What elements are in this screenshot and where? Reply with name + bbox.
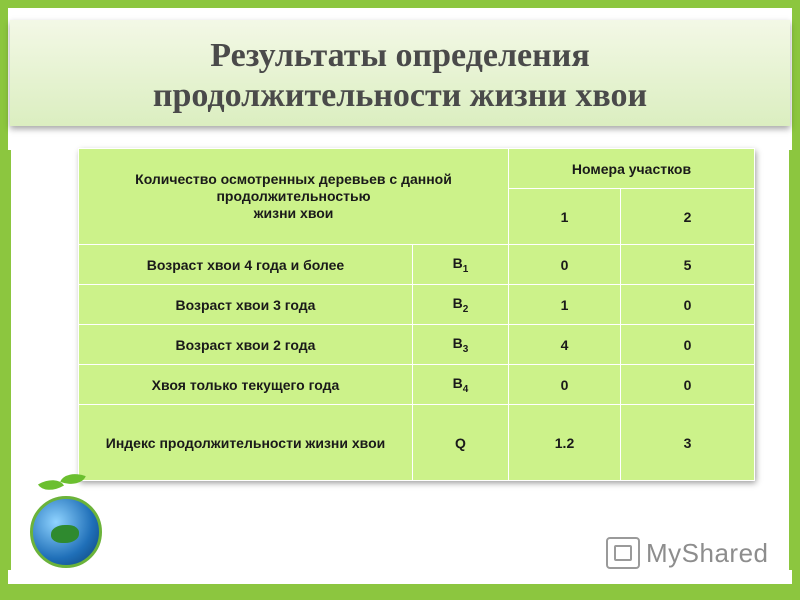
row-code: $В_3$ [413,325,509,365]
row-value-plot-2: 0 [621,365,755,405]
plot-number-2: 2 [621,189,755,245]
plot-number-1: 1 [509,189,621,245]
row-label: Возраст хвои 4 года и более [79,245,413,285]
row-value-plot-1: 0 [509,245,621,285]
count-header-line-1: Количество осмотренных деревьев с данной [135,171,452,187]
myshared-logo[interactable] [606,536,769,570]
row-value-plot-2: 3 [621,405,755,481]
row-label: Возраст хвои 2 года [79,325,413,365]
row-label: Индекс продолжительности жизни хвои [79,405,413,481]
table-row-index [79,405,755,481]
table-row [79,285,755,325]
row-value-plot-2: 0 [621,285,755,325]
table-row [79,365,755,405]
logo-text: MyShared [646,537,769,568]
slide-title [10,20,790,116]
row-label: Возраст хвои 3 года [79,285,413,325]
frame-left-bar [8,150,11,570]
row-label: Хвоя только текущего года [79,365,413,405]
table-row [79,325,755,365]
row-value-plot-2: 0 [621,325,755,365]
row-value-plot-1: 0 [509,365,621,405]
count-header-cell [79,149,509,245]
row-code: $В_4$ [413,365,509,405]
count-header-line-2: продолжительностью [216,188,371,204]
results-table-container [78,148,754,480]
row-code: $В_2$ [413,285,509,325]
title-banner [10,20,790,126]
count-header-line-3: жизни хвои [253,205,334,221]
title-line-1: Результаты определения [210,37,590,74]
globe-land [51,525,79,543]
row-code: Q [413,405,509,481]
row-value-plot-1: 4 [509,325,621,365]
plots-header-cell: Номера участков [509,149,755,189]
title-line-2: продолжительности жизни хвои [152,77,648,114]
table-header-row [79,149,755,189]
myshared-logo-icon [606,537,640,569]
row-value-plot-1: 1.2 [509,405,621,481]
globe-with-sprout-icon [30,496,102,568]
row-value-plot-2: 5 [621,245,755,285]
row-code: $В_1$ [413,245,509,285]
frame-right-bar [789,150,792,570]
results-table [78,148,755,481]
row-value-plot-1: 1 [509,285,621,325]
table-row [79,245,755,285]
